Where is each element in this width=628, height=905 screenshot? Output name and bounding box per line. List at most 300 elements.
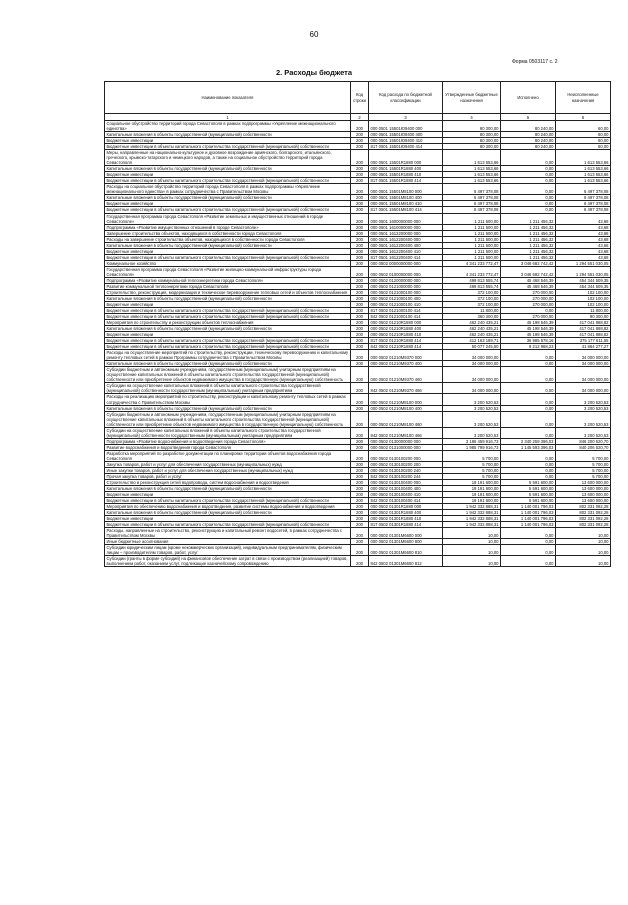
row-name: Субсидии бюджетным и автономным учреждениям, государственным (муниципальным) унитарным предприятиям на осуществление капитальных вложений в объекты капитального строительства государственной (муниципальной) собственности или приобретение объектов недвижимого имущества в государственную (муниципальную) собственность [105,367,351,383]
row-unexecuted: 5 700,00 [556,461,611,467]
row-name: Субсидии на осуществление капитальных вложений в объекты капитального строительства государственной (муниципальной) собственности государственным (муниципальным) унитарным предприятиям [105,383,351,394]
row-line-code: 200 [351,450,369,461]
row-executed: 0,00 [501,178,556,184]
row-approved: 10,00 [443,545,501,556]
row-name: Бюджетные инвестиции в объекты капитального строительства государственной (муниципальной) собственности [105,522,351,528]
table-row [105,479,611,485]
row-unexecuted: 6 497 378,08 [556,195,611,201]
row-line-code: 200 [351,254,369,260]
row-approved: 5 700,00 [443,461,501,467]
row-executed: 5 591 600,00 [501,479,556,485]
row-budget-code: 000 0501 15501М8100 400 [369,195,443,201]
row-unexecuted: 802 331 092,28 [556,510,611,516]
row-unexecuted: 5 700,00 [556,473,611,479]
table-row [105,338,611,344]
row-name: Бюджетные инвестиции в объекты капитального строительства государственной (муниципальной) собственности [105,498,351,504]
row-line-code: 200 [351,172,369,178]
row-approved: 1 211 500,00 [443,248,501,254]
row-unexecuted: 13 600 000,00 [556,498,611,504]
row-name: Иные закупки товаров, работ и услуг для обеспечения государственных (муниципальных) нужд [105,467,351,473]
row-unexecuted: 34 000 000,00 [556,350,611,361]
row-line-code: 200 [351,444,369,450]
row-line-code: 200 [351,195,369,201]
row-executed: 0,00 [501,172,556,178]
row-budget-code: 000 0502 0000000000 000 [369,260,443,266]
row-executed: 0,00 [501,150,556,166]
row-line-code: 200 [351,184,369,195]
row-unexecuted: 417 041 888,82 [556,320,611,326]
row-executed: 80 240,00 [501,121,556,132]
table-row [105,556,611,567]
row-name: Капитальные вложения в объекты государственной (муниципальной) собственности [105,166,351,172]
row-approved: 3 200 520,53 [443,394,501,405]
table-row [105,498,611,504]
row-name: Бюджетные инвестиции [105,516,351,522]
row-name: Бюджетные инвестиции в объекты капитального строительства государственной (муниципальной) собственности [105,314,351,320]
row-approved: 412 163 189,71 [443,338,501,344]
table-row [105,510,611,516]
row-name: Бюджетные инвестиции [105,201,351,207]
table-row [105,411,611,427]
row-line-code: 200 [351,479,369,485]
row-line-code: 200 [351,539,369,545]
row-approved: 19 191 600,00 [443,492,501,498]
row-budget-code: 000 0501 1612200400 410 [369,248,443,254]
row-name: Подпрограмма «Развитие коммунальной теплоэнергетики города Севастополя» [105,277,351,283]
row-approved: 10,00 [443,556,501,567]
table-row [105,367,611,383]
row-approved: 3 200 520,53 [443,405,501,411]
row-budget-code: 000 0502 0130100200 240 [369,467,443,473]
row-line-code: 200 [351,266,369,277]
row-unexecuted: 43,68 [556,242,611,248]
row-name: Строительство, реконструкция, модернизация и техническое перевооружение тепловых сетей и объектов теплоснабжения [105,289,351,295]
row-budget-code: 000 0502 0130100200 000 [369,450,443,461]
table-row [105,213,611,224]
row-unexecuted: 3 200 520,53 [556,405,611,411]
row-line-code: 200 [351,473,369,479]
table-row [105,266,611,277]
row-approved: 10,00 [443,528,501,539]
table-row [105,150,611,166]
row-approved: 462 240 435,21 [443,332,501,338]
table-row [105,224,611,230]
row-line-code: 200 [351,301,369,307]
row-unexecuted: 3 200 520,53 [556,411,611,427]
row-executed: 1 140 001 796,03 [501,504,556,510]
row-executed: 3 046 682 742,42 [501,260,556,266]
row-unexecuted: 417 041 888,82 [556,332,611,338]
row-budget-code: 817 0502 01210R1880 414 [369,338,443,344]
table-row [105,236,611,242]
row-approved: 6 497 378,08 [443,195,501,201]
row-executed: 45 198 546,39 [501,332,556,338]
row-budget-code: 842 0502 01210R1880 414 [369,344,443,350]
table-row [105,485,611,491]
row-unexecuted: 43,68 [556,254,611,260]
row-unexecuted: 43,68 [556,248,611,254]
row-unexecuted: 34 000 000,00 [556,361,611,367]
row-budget-code: 842 0502 0121000100 414 [369,314,443,320]
row-name: Мероприятия по строительству и реконструкции объектов теплоснабжения [105,320,351,326]
row-line-code: 200 [351,308,369,314]
row-name: Иные бюджетные ассигнования [105,539,351,545]
row-executed: 0,00 [501,461,556,467]
row-unexecuted: 1 613 553,66 [556,166,611,172]
row-approved: 6 497 378,08 [443,184,501,195]
row-line-code: 200 [351,260,369,266]
row-name: Бюджетные инвестиции [105,172,351,178]
row-approved: 1 613 553,66 [443,166,501,172]
header-index: 5 [501,114,556,121]
row-approved: 5 700,00 [443,473,501,479]
row-budget-code: 000 0502 01210М9370 460 [369,367,443,383]
row-executed: 0,00 [501,539,556,545]
row-budget-code: 000 0502 0130100200 200 [369,461,443,467]
row-unexecuted: 10,00 [556,556,611,567]
row-name: Социальное обустройство территорий города Севастополя в рамках подпрограммы «Укрепление межнационального единства» [105,121,351,132]
row-name: Развитие водоснабжения и водоотведения города Севастополя [105,444,351,450]
row-approved: 372 100,00 [443,289,501,295]
row-executed: 0,00 [501,350,556,361]
row-line-code: 200 [351,242,369,248]
row-approved: 462 240 435,21 [443,320,501,326]
row-budget-code: 000 0502 01210R1880 000 [369,320,443,326]
row-executed: 270 000,00 [501,301,556,307]
row-budget-code: 000 0501 15501Ю9400 000 [369,121,443,132]
row-approved: 4 341 233 772,47 [443,266,501,277]
row-executed: 0,00 [501,545,556,556]
row-executed: 0,00 [501,528,556,539]
row-budget-code: 000 0501 15501R1880 400 [369,166,443,172]
row-approved: 1 942 332 888,31 [443,516,501,522]
row-line-code: 200 [351,121,369,132]
row-approved: 499 813 555,74 [443,283,501,289]
row-executed: 45 198 546,39 [501,320,556,326]
row-line-code: 200 [351,383,369,394]
row-executed: 5 591 600,00 [501,498,556,504]
row-executed: 1 211 456,32 [501,224,556,230]
row-unexecuted: 43,68 [556,213,611,224]
row-line-code: 200 [351,224,369,230]
table-row [105,277,611,283]
table-row [105,504,611,510]
row-name: Капитальные вложения в объекты государственной (муниципальной) собственности [105,132,351,138]
row-unexecuted: 6 497 378,08 [556,207,611,213]
header-index: 3 [369,114,443,121]
row-unexecuted: 60,00 [556,121,611,132]
row-budget-code: 817 0501 1612200400 414 [369,254,443,260]
header-row [105,82,611,114]
row-executed: 45 468 546,39 [501,283,556,289]
row-line-code: 200 [351,405,369,411]
row-budget-code: 000 0502 01301М6600 800 [369,539,443,545]
row-line-code: 200 [351,394,369,405]
row-line-code: 200 [351,201,369,207]
row-approved: 5 700,00 [443,450,501,461]
row-name: Капитальные вложения в объекты государственной (муниципальной) собственности [105,405,351,411]
row-executed: 1 211 456,32 [501,230,556,236]
row-line-code: 200 [351,213,369,224]
row-budget-code: 000 0501 1610000000 000 [369,224,443,230]
row-name: Субсидии бюджетным и автономным учреждениям, государственным (муниципальным) унитарным предприятиям на осуществление капитальных вложений в объекты капитального строительства государственной (муниципальной) собственности или приобретение объектов недвижимого имущества в государственную (муниципальную) собственность [105,411,351,427]
row-unexecuted: 11 800,00 [556,308,611,314]
header-budget-code: Код расхода по бюджетной классификации [369,82,443,114]
row-approved: 10,00 [443,539,501,545]
table-row [105,394,611,405]
row-approved: 372 100,00 [443,301,501,307]
row-approved: 1 211 500,00 [443,224,501,230]
row-executed: 1 140 001 796,03 [501,522,556,528]
row-budget-code: 000 0501 1612200400 400 [369,242,443,248]
row-budget-code: 000 0501 1600000000 000 [369,213,443,224]
header-unexecuted: Неисполненные назначения [556,82,611,114]
row-unexecuted: 13 600 000,00 [556,485,611,491]
row-name: Бюджетные инвестиции в объекты капитального строительства государственной (муниципальной) собственности [105,344,351,350]
row-approved: 34 000 000,00 [443,367,501,383]
row-unexecuted: 10,00 [556,539,611,545]
row-name: Субсидии на осуществление капитальных вложений в объекты капитального строительства государственной (муниципальной) собственности государственным (муниципальным) унитарным предприятиям [105,427,351,438]
row-budget-code: 000 0502 0121000000 000 [369,283,443,289]
header-name: Наименование показателя [105,82,351,114]
row-name: Расходы на осуществление мероприятий по строительству, реконструкции, техническому перевооружению и капитальному ремонту тепловых сетей в рамках Программы сотрудничества с Правительством Москвы [105,350,351,361]
row-line-code: 200 [351,314,369,320]
row-budget-code: 842 0502 0130100400 414 [369,498,443,504]
row-executed: 0,00 [501,166,556,172]
row-unexecuted: 5 700,00 [556,467,611,473]
row-unexecuted: 454 344 509,35 [556,277,611,283]
row-line-code: 200 [351,427,369,438]
row-executed: 0,00 [501,411,556,427]
row-unexecuted: 846 200 520,70 [556,438,611,444]
row-approved: 462 240 435,21 [443,326,501,332]
header-executed: Исполнено [501,82,556,114]
row-unexecuted: 13 600 000,00 [556,492,611,498]
row-approved: 1 211 500,00 [443,236,501,242]
row-name: Капитальные вложения в объекты государственной (муниципальной) собственности [105,361,351,367]
row-budget-code: 842 0502 0130100200 244 [369,473,443,479]
row-unexecuted: 1 294 551 030,05 [556,260,611,266]
row-unexecuted: 6 497 378,08 [556,201,611,207]
table-row [105,522,611,528]
table-row [105,254,611,260]
row-unexecuted: 13 600 000,00 [556,479,611,485]
row-executed: 1 211 456,32 [501,213,556,224]
row-budget-code: 000 0502 0130100400 410 [369,492,443,498]
row-executed: 8 212 968,23 [501,344,556,350]
row-approved: 499 813 555,74 [443,277,501,283]
row-approved: 34 000 000,00 [443,383,501,394]
row-executed: 0,00 [501,467,556,473]
row-executed: 36 985 578,16 [501,338,556,344]
row-name: Капитальные вложения в объекты государственной (муниципальной) собственности [105,510,351,516]
row-budget-code: 000 0502 01210R1880 410 [369,332,443,338]
row-name: Бюджетные инвестиции [105,138,351,144]
row-executed: 0,00 [501,195,556,201]
row-approved: 1 985 799 916,73 [443,444,501,450]
table-row [105,320,611,326]
table-row [105,230,611,236]
row-name: Завершение строительства объектов, находящихся в собственности города Севастополя [105,230,351,236]
row-unexecuted: 34 000 000,00 [556,367,611,383]
row-executed: 2 340 259 396,03 [501,438,556,444]
row-name: Субсидии юридическим лицам (кроме некоммерческих организаций), индивидуальным предпринимателям, физическим лицам – производителям товаров, работ, услуг [105,545,351,556]
row-line-code: 200 [351,230,369,236]
row-line-code: 200 [351,248,369,254]
expenses-table [104,81,611,567]
row-name: Развитие коммунальной теплоэнергетики города Севастополя [105,283,351,289]
row-unexecuted: 6 497 378,08 [556,184,611,195]
row-executed: 80 240,00 [501,144,556,150]
row-unexecuted: 1 613 553,66 [556,150,611,166]
row-name: Закупка товаров, работ и услуг для обеспечения государственных (муниципальных) нужд [105,461,351,467]
row-executed: 1 211 456,32 [501,242,556,248]
row-budget-code: 000 0501 15501R1880 410 [369,172,443,178]
row-line-code: 200 [351,528,369,539]
row-line-code: 200 [351,350,369,361]
row-approved: 19 191 600,00 [443,479,501,485]
row-executed: 5 591 600,00 [501,492,556,498]
row-line-code: 200 [351,498,369,504]
row-executed: 1 211 456,32 [501,248,556,254]
row-executed: 1 211 456,32 [501,236,556,242]
row-budget-code: 000 0501 15501М8100 410 [369,201,443,207]
row-approved: 1 211 500,00 [443,213,501,224]
row-budget-code: 000 0502 0130100400 400 [369,485,443,491]
row-executed: 0,00 [501,207,556,213]
row-budget-code: 000 0502 01301R1880 000 [369,504,443,510]
table-row [105,545,611,556]
row-unexecuted: 5 700,00 [556,450,611,461]
row-budget-code: 000 0502 01210М8100 400 [369,405,443,411]
row-unexecuted: 802 331 092,28 [556,516,611,522]
table-row [105,283,611,289]
row-line-code: 200 [351,485,369,491]
row-line-code: 200 [351,236,369,242]
row-budget-code: 000 0502 0130000000 000 [369,438,443,444]
header-index-row [105,114,611,121]
row-name: Подпрограмма «Развитие водоснабжения и водоотведения города Севастополя» [105,438,351,444]
row-approved: 1 613 553,66 [443,150,501,166]
row-line-code: 200 [351,516,369,522]
row-unexecuted: 43,68 [556,224,611,230]
row-approved: 34 000 000,00 [443,350,501,361]
row-executed: 45 468 546,39 [501,277,556,283]
row-approved: 360 300,00 [443,314,501,320]
row-name: Расходы, направленные на строительство, реконструкцию и капитальный ремонт водосетей, в рамках сотрудничества с Правительством Москвы [105,528,351,539]
row-unexecuted: 802 331 092,28 [556,522,611,528]
row-approved: 80 300,00 [443,138,501,144]
row-line-code: 200 [351,361,369,367]
row-budget-code: 000 0501 15501R1880 000 [369,150,443,166]
row-approved: 1 613 553,66 [443,172,501,178]
row-approved: 372 100,00 [443,295,501,301]
row-name: Бюджетные инвестиции [105,248,351,254]
row-line-code: 200 [351,295,369,301]
row-name: Субсидии (гранты в форме субсидий) на финансовое обеспечение затрат в связи с производством (реализацией) товаров, выполнением работ, оказанием услуг, подлежащие казначейскому сопровождению [105,556,351,567]
row-approved: 1 211 500,00 [443,230,501,236]
row-name: Коммунальное хозяйство [105,260,351,266]
row-approved: 11 800,00 [443,308,501,314]
row-executed: 270 000,00 [501,314,556,320]
row-name: Расходы на реализацию мероприятий по строительству, реконструкции и капитальному ремонту тепловых сетей в рамках сотрудничества с Правительством Москвы [105,394,351,405]
table-row [105,289,611,295]
row-name: Расходы на социальное обустройство территорий города Севастополя в рамках подпрограммы «Укрепление межнационального единства» в рамках сотрудничества с Правительством Москвы [105,184,351,195]
row-budget-code: 000 0501 15501М8100 000 [369,184,443,195]
row-executed: 1 140 001 796,03 [501,516,556,522]
row-unexecuted: 3 200 520,53 [556,394,611,405]
table-row [105,528,611,539]
row-executed: 0,00 [501,308,556,314]
table-row [105,144,611,150]
row-name: Бюджетные инвестиции в объекты капитального строительства государственной (муниципальной) собственности [105,254,351,260]
row-budget-code: 000 0502 01301М6600 810 [369,545,443,556]
row-budget-code: 000 0502 0121000100 400 [369,295,443,301]
row-name: Капитальные вложения в объекты государственной (муниципальной) собственности [105,326,351,332]
row-executed: 5 591 600,00 [501,485,556,491]
row-executed: 3 046 682 742,42 [501,266,556,277]
row-approved: 3 200 520,53 [443,427,501,438]
row-budget-code: 817 0501 15501R1880 414 [369,178,443,184]
row-line-code: 200 [351,344,369,350]
row-budget-code: 000 0502 01210М8100 000 [369,394,443,405]
row-name: Капитальные вложения в объекты государственной (муниципальной) собственности [105,242,351,248]
row-executed: 0,00 [501,450,556,461]
row-executed: 0,00 [501,367,556,383]
row-executed: 1 211 456,32 [501,254,556,260]
row-unexecuted: 375 177 611,55 [556,338,611,344]
row-line-code: 200 [351,283,369,289]
row-budget-code: 000 0501 1612200400 000 [369,236,443,242]
row-unexecuted: 802 331 092,28 [556,504,611,510]
row-approved: 6 497 378,08 [443,201,501,207]
row-unexecuted: 10,00 [556,545,611,556]
row-line-code: 200 [351,138,369,144]
row-executed: 45 198 546,39 [501,326,556,332]
row-executed: 0,00 [501,394,556,405]
row-approved: 5 700,00 [443,467,501,473]
row-executed: 80 240,00 [501,132,556,138]
row-unexecuted: 1 613 553,66 [556,172,611,178]
table-row [105,132,611,138]
row-unexecuted: 90 300,00 [556,314,611,320]
row-budget-code: 000 0502 01301R1880 410 [369,516,443,522]
row-line-code: 200 [351,338,369,344]
row-line-code: 200 [351,320,369,326]
row-executed: 0,00 [501,556,556,567]
row-line-code: 200 [351,556,369,567]
row-budget-code: 000 0502 0130100400 000 [369,479,443,485]
row-line-code: 200 [351,132,369,138]
form-code: Форма 0503117 с. 2 [512,59,558,65]
row-line-code: 200 [351,178,369,184]
row-approved: 19 191 600,00 [443,485,501,491]
row-budget-code: 000 0502 01210М9370 400 [369,361,443,367]
row-unexecuted: 454 344 509,35 [556,283,611,289]
row-executed: 0,00 [501,473,556,479]
row-unexecuted: 34 000 000,00 [556,383,611,394]
row-approved: 34 000 000,00 [443,361,501,367]
header-index: 4 [443,114,501,121]
row-unexecuted: 3 200 520,53 [556,427,611,438]
row-approved: 3 186 459 916,73 [443,438,501,444]
row-name: Разработка мероприятий по разработке документации по планировке территории объектов водоснабжения города Севастополя [105,450,351,461]
row-approved: 6 497 378,08 [443,207,501,213]
row-approved: 19 191 600,00 [443,498,501,504]
row-approved: 1 942 332 888,31 [443,510,501,516]
row-unexecuted: 60,00 [556,144,611,150]
row-approved: 80 300,00 [443,144,501,150]
